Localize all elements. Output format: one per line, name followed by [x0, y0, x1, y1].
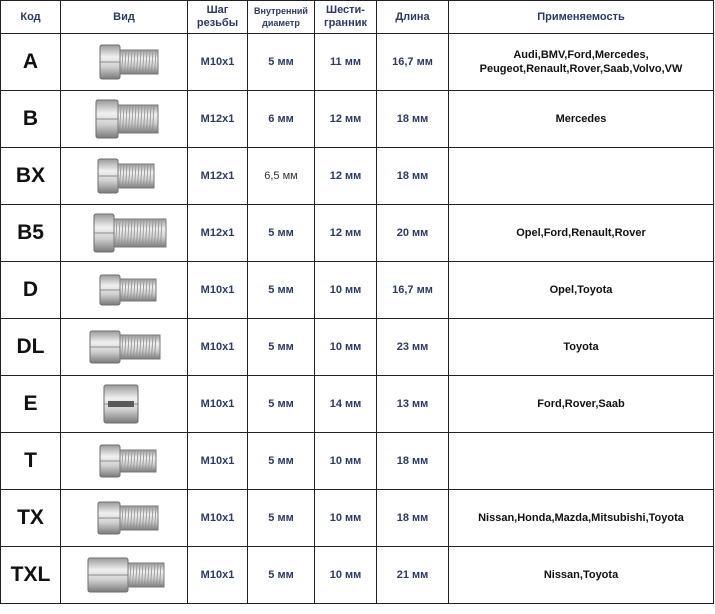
inner-diameter: 5 мм: [248, 205, 315, 262]
applicability: [449, 91, 714, 148]
length: 16,7 мм: [377, 34, 449, 91]
applicability-line: Mercedes: [555, 113, 607, 125]
applicability-line: Nissan,Toyota: [543, 569, 619, 581]
table-row: [1, 547, 714, 604]
tube-nut-b5-icon: [64, 207, 184, 259]
length: 18 мм: [377, 433, 449, 490]
thread-pitch: M10x1: [188, 319, 248, 376]
length: 18 мм: [377, 490, 449, 547]
part-image: [61, 433, 188, 490]
part-code: B: [1, 91, 61, 148]
length: 23 мм: [377, 319, 449, 376]
header-hex: [315, 1, 377, 34]
applicability-line: Toyota: [563, 341, 599, 353]
hex-size: 14 мм: [315, 376, 377, 433]
part-code: TXL: [1, 547, 61, 604]
hex-size: 12 мм: [315, 148, 377, 205]
hex-size: 12 мм: [315, 91, 377, 148]
inner-diameter: 6 мм: [248, 91, 315, 148]
applicability: [449, 433, 714, 490]
part-image: [61, 376, 188, 433]
table-row: [1, 148, 714, 205]
part-code: A: [1, 34, 61, 91]
applicability-line: Audi,BMV,Ford,Mercedes,: [513, 49, 649, 61]
part-code: D: [1, 262, 61, 319]
part-image: [61, 319, 188, 376]
applicability: [449, 547, 714, 604]
thread-pitch: M12x1: [188, 148, 248, 205]
part-image: [61, 262, 188, 319]
part-code: BX: [1, 148, 61, 205]
inner-diameter: 5 мм: [248, 262, 315, 319]
applicability: [449, 319, 714, 376]
table-row: [1, 319, 714, 376]
tube-nut-tx-icon: [64, 492, 184, 544]
tube-nut-t-icon: [64, 435, 184, 487]
applicability: [449, 34, 714, 91]
hex-size: 11 мм: [315, 34, 377, 91]
tube-nut-bx-icon: [64, 150, 184, 202]
table-row: [1, 91, 714, 148]
table-row: [1, 490, 714, 547]
table-row: [1, 34, 714, 91]
part-image: [61, 547, 188, 604]
hex-size: 10 мм: [315, 262, 377, 319]
tube-nut-b-icon: [64, 93, 184, 145]
length: 21 мм: [377, 547, 449, 604]
header-inner-line1: Внутренний: [254, 6, 308, 16]
thread-pitch: M10x1: [188, 490, 248, 547]
inner-diameter: 6,5 мм: [248, 148, 315, 205]
table-row: [1, 376, 714, 433]
header-thread: [188, 1, 248, 34]
hex-size: 10 мм: [315, 490, 377, 547]
length: 13 мм: [377, 376, 449, 433]
length: 16,7 мм: [377, 262, 449, 319]
tube-nut-txl-icon: [64, 549, 184, 601]
header-applicability: Применяемость: [449, 1, 714, 34]
applicability-line: Ford,Rover,Saab: [537, 398, 625, 410]
thread-pitch: M10x1: [188, 262, 248, 319]
inner-diameter: 5 мм: [248, 547, 315, 604]
table-row: [1, 433, 714, 490]
inner-diameter: 5 мм: [248, 34, 315, 91]
header-inner-diameter: [248, 1, 315, 34]
part-image: [61, 91, 188, 148]
tube-nut-dl-icon: [64, 321, 184, 373]
hex-size: 12 мм: [315, 205, 377, 262]
applicability: [449, 376, 714, 433]
part-code: TX: [1, 490, 61, 547]
part-image: [61, 148, 188, 205]
inner-diameter: 5 мм: [248, 319, 315, 376]
thread-pitch: M10x1: [188, 376, 248, 433]
applicability: [449, 262, 714, 319]
header-inner-line2: диаметр: [262, 18, 300, 28]
tube-nut-e-icon: [64, 378, 184, 430]
part-code: B5: [1, 205, 61, 262]
part-code: DL: [1, 319, 61, 376]
part-image: [61, 490, 188, 547]
header-view: Вид: [61, 1, 188, 34]
header-length: Длина: [377, 1, 449, 34]
hex-size: 10 мм: [315, 547, 377, 604]
hex-size: 10 мм: [315, 433, 377, 490]
thread-pitch: M10x1: [188, 433, 248, 490]
table-row: [1, 262, 714, 319]
thread-pitch: M10x1: [188, 547, 248, 604]
hex-size: 10 мм: [315, 319, 377, 376]
header-thread-line2: резьбы: [196, 17, 239, 29]
part-image: [61, 205, 188, 262]
applicability: [449, 490, 714, 547]
length: 18 мм: [377, 91, 449, 148]
applicability-line: Opel,Toyota: [549, 284, 613, 296]
header-row: [1, 1, 714, 34]
part-image: [61, 34, 188, 91]
inner-diameter: 5 мм: [248, 376, 315, 433]
inner-diameter: 5 мм: [248, 490, 315, 547]
applicability: [449, 148, 714, 205]
header-thread-line1: Шаг: [206, 4, 229, 16]
applicability: [449, 205, 714, 262]
tube-nut-d-icon: [64, 264, 184, 316]
part-code: T: [1, 433, 61, 490]
table-row: [1, 205, 714, 262]
header-code: Код: [1, 1, 61, 34]
header-hex-line2: гранник: [324, 17, 367, 29]
applicability-line: Peugeot,Renault,Rover,Saab,Volvo,VW: [479, 63, 683, 75]
header-hex-line1: Шести-: [326, 4, 365, 16]
length: 20 мм: [377, 205, 449, 262]
inner-diameter: 5 мм: [248, 433, 315, 490]
thread-pitch: M10x1: [188, 34, 248, 91]
applicability-line: Nissan,Honda,Mazda,Mitsubishi,Toyota: [478, 512, 684, 524]
tube-nut-a-icon: [64, 36, 184, 88]
applicability-line: Opel,Ford,Renault,Rover: [516, 227, 646, 239]
thread-pitch: M12x1: [188, 91, 248, 148]
part-code: E: [1, 376, 61, 433]
length: 18 мм: [377, 148, 449, 205]
thread-pitch: M12x1: [188, 205, 248, 262]
